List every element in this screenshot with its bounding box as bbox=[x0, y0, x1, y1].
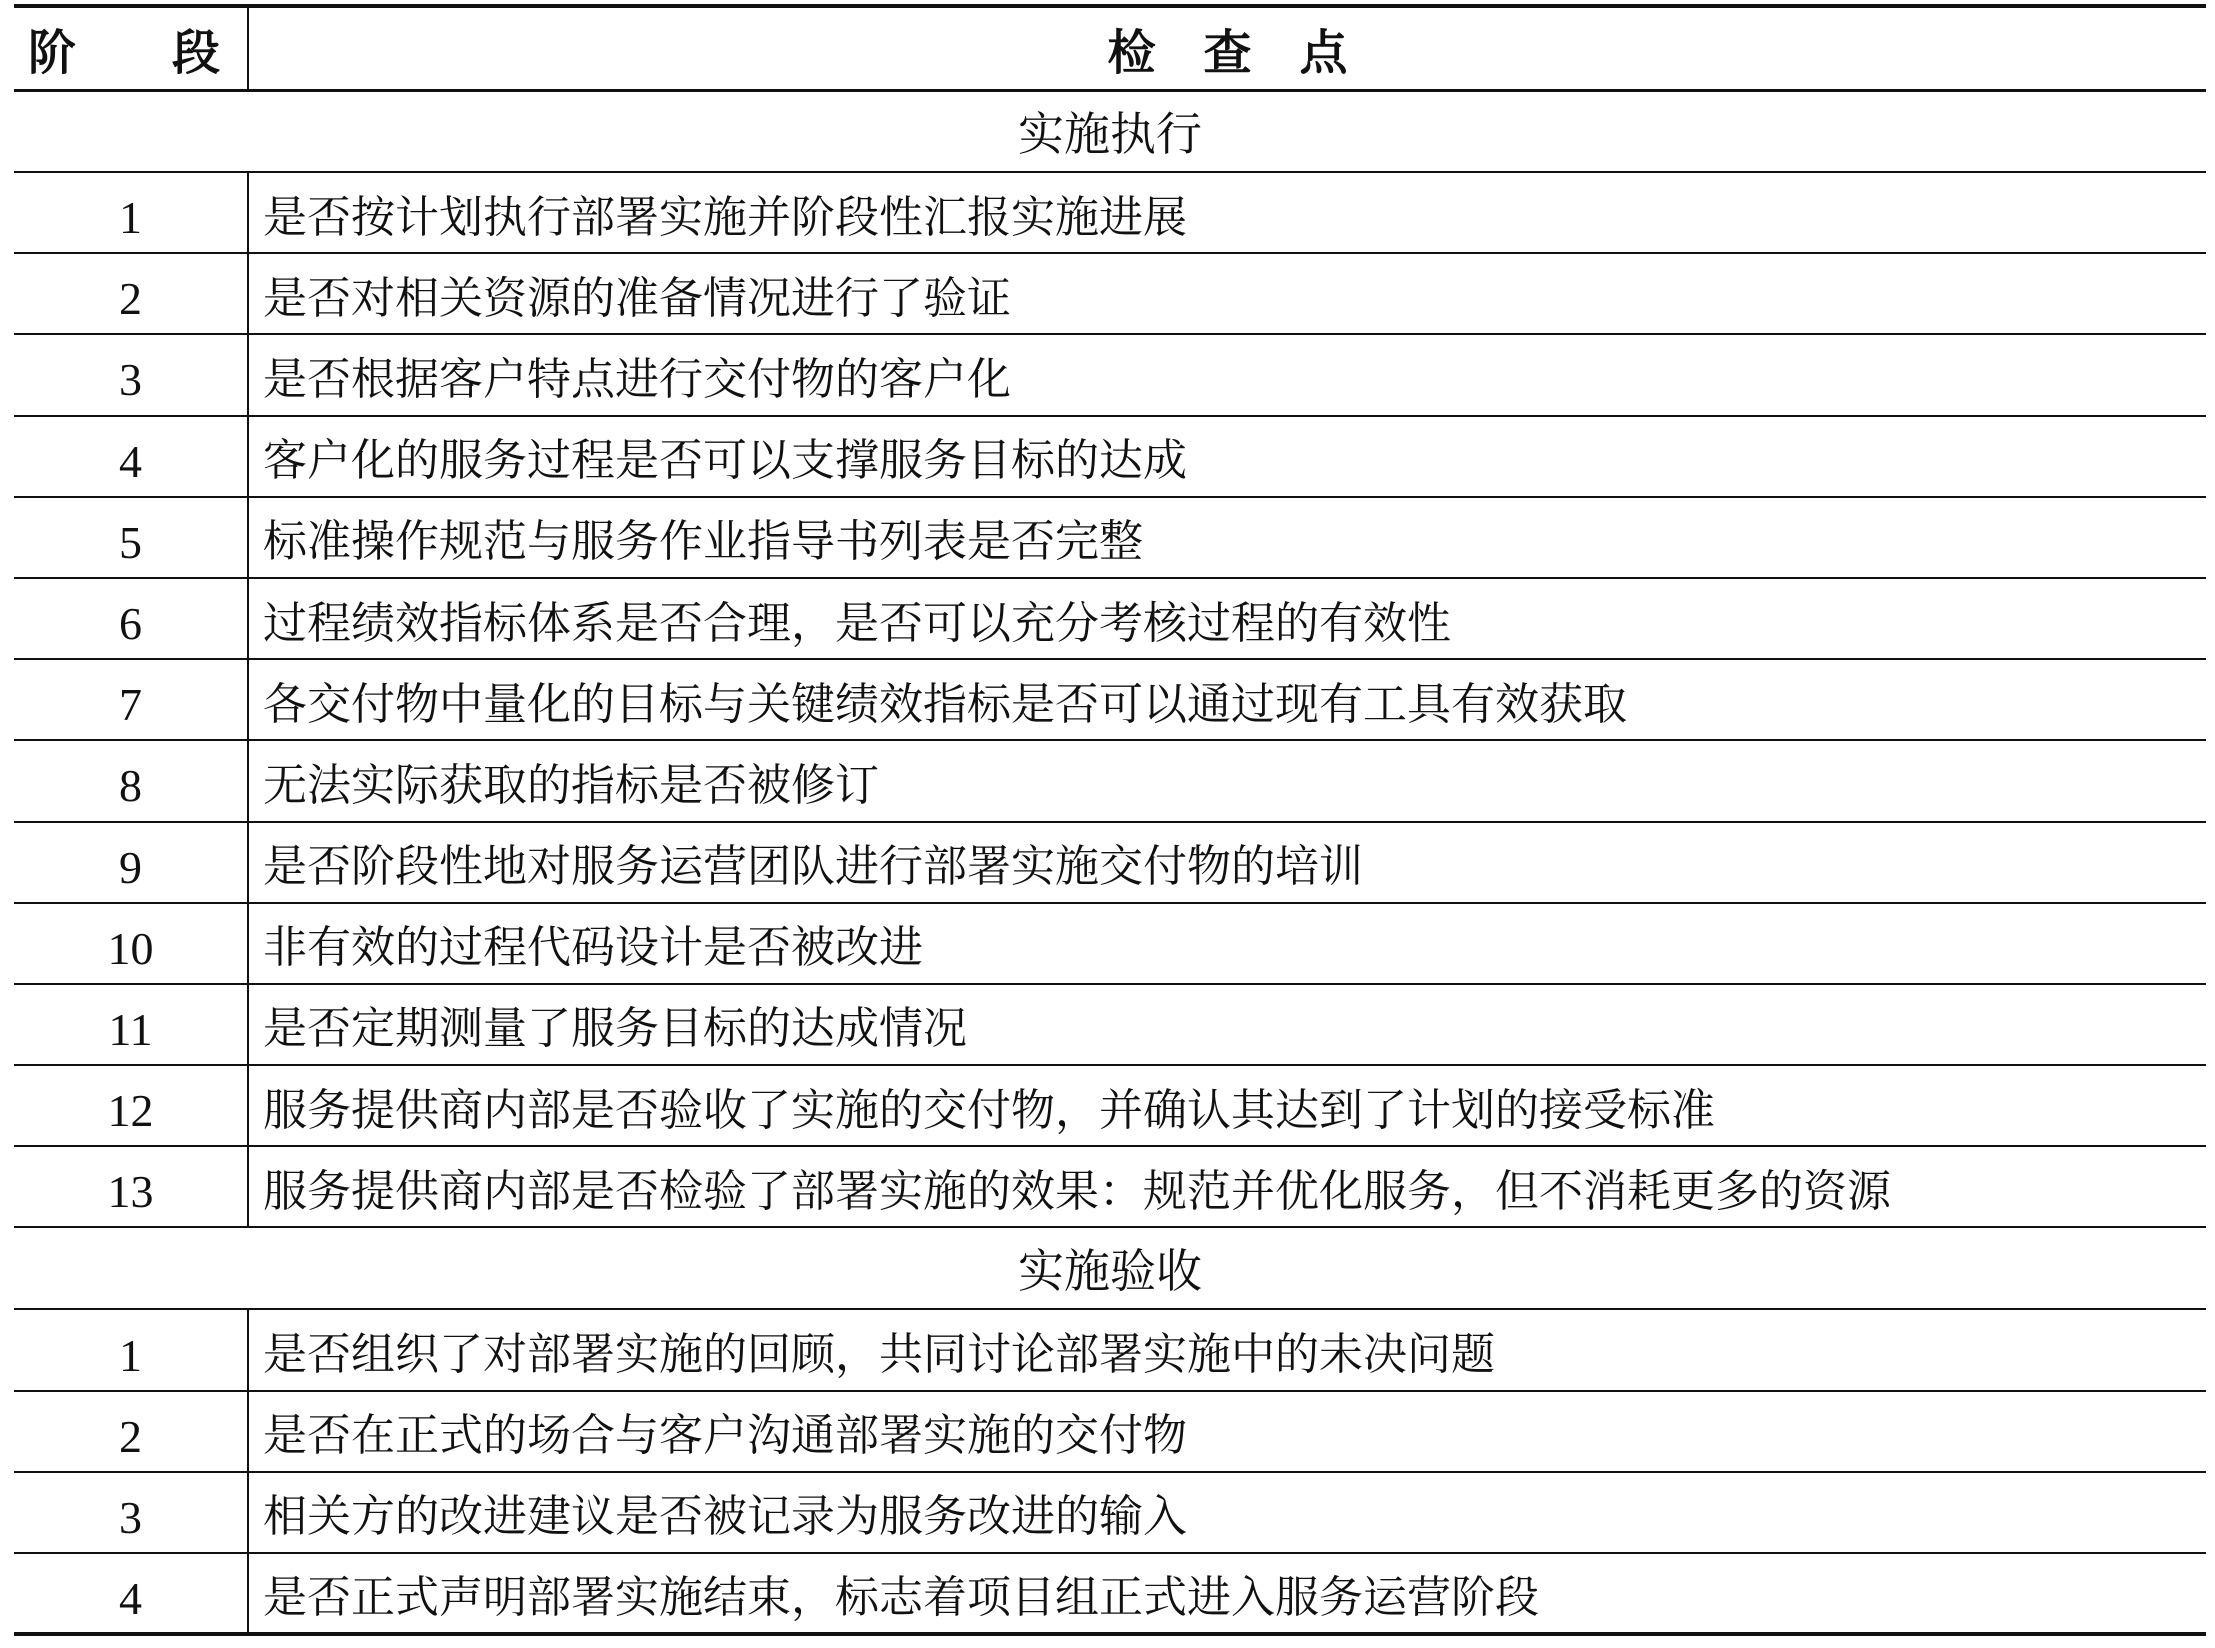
table-row bbox=[14, 253, 2206, 334]
section-title: 实施验收 bbox=[14, 1227, 2206, 1309]
row-number: 4 bbox=[14, 1553, 248, 1634]
table-row bbox=[14, 1065, 2206, 1146]
section-row-acceptance bbox=[14, 1227, 2206, 1309]
row-number: 1 bbox=[14, 1309, 248, 1390]
table-row bbox=[14, 578, 2206, 659]
section-title: 实施执行 bbox=[14, 90, 2206, 172]
table-row bbox=[14, 172, 2206, 253]
row-text: 是否组织了对部署实施的回顾，共同讨论部署实施中的未决问题 bbox=[248, 1309, 2206, 1390]
row-number: 13 bbox=[14, 1146, 248, 1227]
row-number: 8 bbox=[14, 740, 248, 821]
row-text: 是否定期测量了服务目标的达成情况 bbox=[248, 984, 2206, 1065]
table-row bbox=[14, 740, 2206, 821]
row-text: 过程绩效指标体系是否合理，是否可以充分考核过程的有效性 bbox=[248, 578, 2206, 659]
row-text: 各交付物中量化的目标与关键绩效指标是否可以通过现有工具有效获取 bbox=[248, 659, 2206, 740]
row-text: 非有效的过程代码设计是否被改进 bbox=[248, 903, 2206, 984]
header-row bbox=[14, 6, 2206, 90]
row-text: 标准操作规范与服务作业指导书列表是否完整 bbox=[248, 497, 2206, 578]
row-number: 2 bbox=[14, 1391, 248, 1472]
row-text: 是否根据客户特点进行交付物的客户化 bbox=[248, 334, 2206, 415]
row-number: 3 bbox=[14, 334, 248, 415]
row-number: 11 bbox=[14, 984, 248, 1065]
row-number: 12 bbox=[14, 1065, 248, 1146]
checklist-table bbox=[14, 4, 2206, 1636]
checkpoint-header: 检 查 点 bbox=[248, 6, 2206, 90]
row-text: 是否在正式的场合与客户沟通部署实施的交付物 bbox=[248, 1391, 2206, 1472]
table-row bbox=[14, 1391, 2206, 1472]
row-number: 3 bbox=[14, 1472, 248, 1553]
row-text: 是否阶段性地对服务运营团队进行部署实施交付物的培训 bbox=[248, 822, 2206, 903]
table-row bbox=[14, 822, 2206, 903]
row-number: 9 bbox=[14, 822, 248, 903]
row-text: 是否对相关资源的准备情况进行了验证 bbox=[248, 253, 2206, 334]
table-row bbox=[14, 659, 2206, 740]
row-number: 6 bbox=[14, 578, 248, 659]
stage-header: 阶 段 bbox=[14, 6, 248, 90]
row-number: 5 bbox=[14, 497, 248, 578]
table-row bbox=[14, 1472, 2206, 1553]
table-row bbox=[14, 1309, 2206, 1390]
row-text: 是否按计划执行部署实施并阶段性汇报实施进展 bbox=[248, 172, 2206, 253]
row-text: 无法实际获取的指标是否被修订 bbox=[248, 740, 2206, 821]
table-row bbox=[14, 334, 2206, 415]
table-row bbox=[14, 497, 2206, 578]
row-number: 2 bbox=[14, 253, 248, 334]
row-text: 相关方的改进建议是否被记录为服务改进的输入 bbox=[248, 1472, 2206, 1553]
table-row bbox=[14, 416, 2206, 497]
row-number: 4 bbox=[14, 416, 248, 497]
table-row bbox=[14, 903, 2206, 984]
row-text: 服务提供商内部是否验收了实施的交付物，并确认其达到了计划的接受标准 bbox=[248, 1065, 2206, 1146]
section-row-execution bbox=[14, 90, 2206, 172]
row-number: 10 bbox=[14, 903, 248, 984]
checklist-table-container bbox=[14, 4, 2206, 1636]
row-text: 是否正式声明部署实施结束，标志着项目组正式进入服务运营阶段 bbox=[248, 1553, 2206, 1634]
row-number: 7 bbox=[14, 659, 248, 740]
table-row bbox=[14, 984, 2206, 1065]
table-row bbox=[14, 1553, 2206, 1634]
table-row bbox=[14, 1146, 2206, 1227]
row-text: 客户化的服务过程是否可以支撑服务目标的达成 bbox=[248, 416, 2206, 497]
row-number: 1 bbox=[14, 172, 248, 253]
row-text: 服务提供商内部是否检验了部署实施的效果：规范并优化服务，但不消耗更多的资源 bbox=[248, 1146, 2206, 1227]
